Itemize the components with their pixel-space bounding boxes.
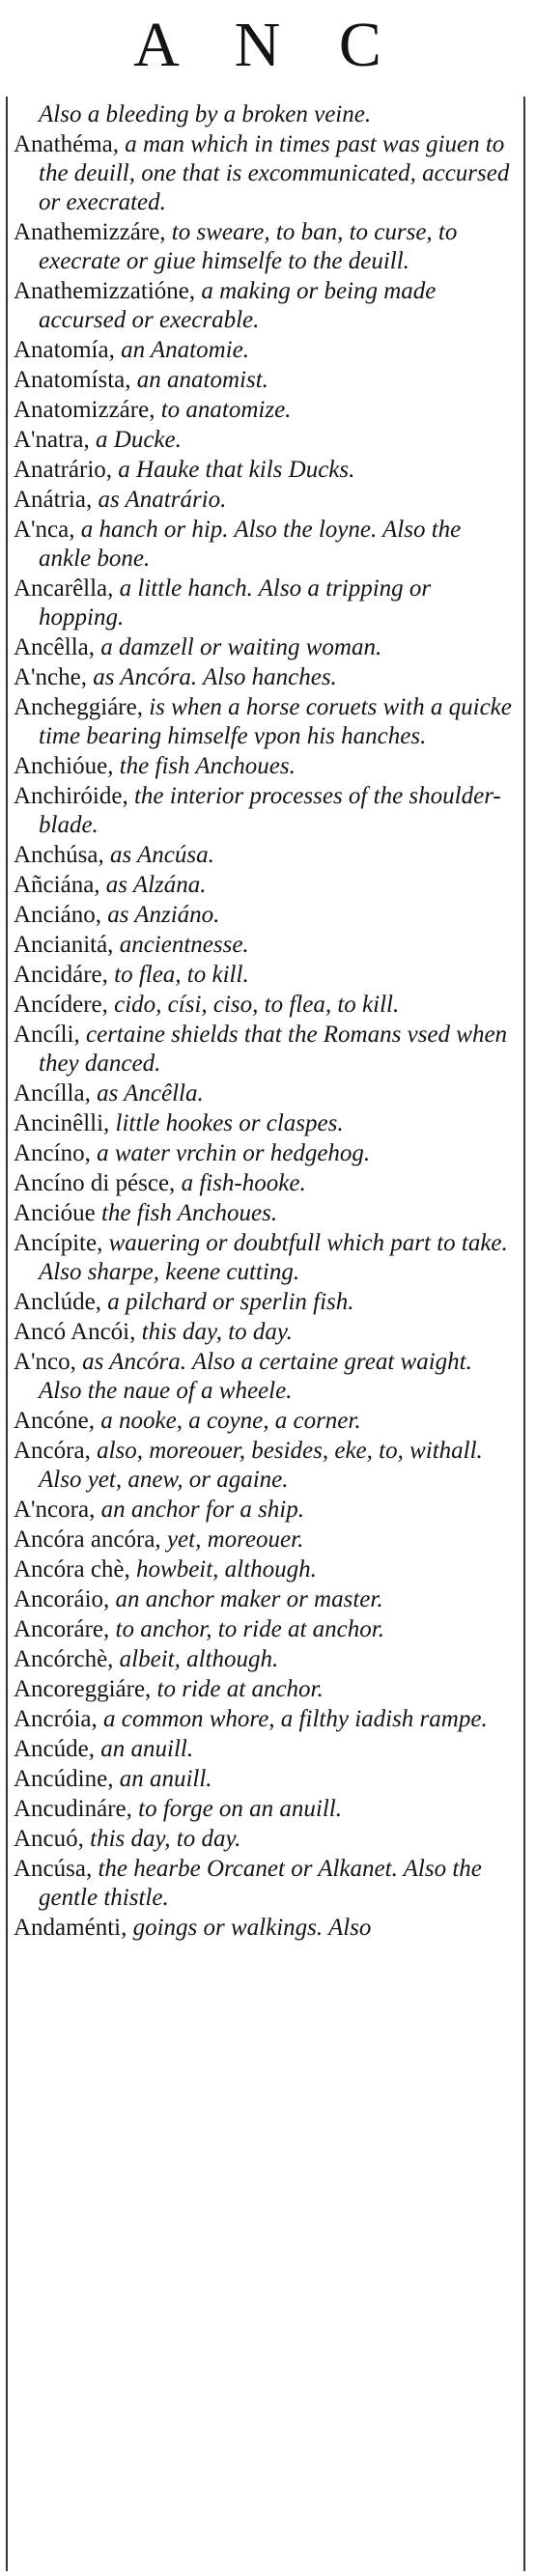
entry-headword: Ancúdine, xyxy=(14,1766,114,1792)
entry-gloss: also, moreouer, besides, eke, to, withall. Also yet, anew, or againe. xyxy=(39,1438,483,1493)
entry-gloss: an anatomist. xyxy=(130,367,268,393)
dictionary-entry xyxy=(14,782,518,840)
left-rule xyxy=(6,97,8,2571)
entry-gloss: a common whore, a filthy iadish rampe. xyxy=(97,1706,488,1732)
entry-gloss: to flea, to kill. xyxy=(107,962,249,988)
entry-gloss: this day, to day. xyxy=(135,1319,293,1345)
entry-headword: Ancíno di pésce, xyxy=(14,1170,176,1196)
dictionary-entry xyxy=(14,1407,518,1436)
entry-gloss: as Ancúsa. xyxy=(103,842,214,868)
entry-gloss: a water vrchin or hedgehog. xyxy=(90,1140,371,1166)
entry-gloss: this day, to day. xyxy=(83,1826,241,1852)
entry-gloss: a man which in times past was giuen to the deuill, one that is excommunicated, accursed or execrated. xyxy=(39,131,510,215)
entry-gloss: a pilchard or sperlin fish. xyxy=(100,1289,354,1315)
entry-gloss: a nooke, a coyne, a corner. xyxy=(95,1408,361,1434)
entry-headword: Anatrário, xyxy=(14,457,113,483)
entry-gloss: to forge on an anuill. xyxy=(131,1796,343,1822)
entry-gloss: a making or being made accursed or execrable. xyxy=(39,278,437,333)
entry-headword: Ancíno, xyxy=(14,1140,91,1166)
entry-gloss: ancientnesse. xyxy=(113,932,249,958)
entry-headword: Ancoráio, xyxy=(14,1586,110,1612)
entry-gloss: a Ducke. xyxy=(89,427,182,453)
dictionary-entry xyxy=(14,1914,518,1943)
entry-headword: Anatomizzáre, xyxy=(14,397,155,423)
entry-gloss: a little hanch. Also a tripping or hopping. xyxy=(39,575,432,630)
entry-headword: Ancarêlla, xyxy=(14,575,114,602)
dictionary-entry xyxy=(14,1318,518,1347)
entry-headword: Ancóne, xyxy=(14,1408,95,1434)
entry-headword: Anatomía, xyxy=(14,337,115,363)
entry-headword: A'ncora, xyxy=(14,1497,96,1523)
dictionary-entry xyxy=(14,574,518,632)
dictionary-entry xyxy=(14,1139,518,1168)
dictionary-entry xyxy=(14,1705,518,1734)
dictionary-entry xyxy=(14,1288,518,1317)
entry-column xyxy=(14,100,518,1944)
entry-gloss: the hearbe Orcanet or Alkanet. Also the gentle thistle. xyxy=(39,1856,482,1911)
dictionary-entry xyxy=(14,1169,518,1198)
entry-gloss: the interior processes of the shoulder-blade. xyxy=(39,783,501,838)
entry-headword: Ancórchè, xyxy=(14,1646,114,1672)
dictionary-entry xyxy=(14,1645,518,1674)
dictionary-entry xyxy=(14,130,518,217)
entry-gloss: an anuill. xyxy=(113,1766,212,1792)
entry-gloss: a fish-hooke. xyxy=(175,1170,306,1196)
entry-headword: A'nca, xyxy=(14,517,75,543)
dictionary-entry xyxy=(14,693,518,751)
entry-gloss: as Ancóra. Also hanches. xyxy=(87,664,337,690)
dictionary-entry xyxy=(14,633,518,662)
entry-headword: Anchúsa, xyxy=(14,842,104,868)
dictionary-entry xyxy=(14,1021,518,1078)
dictionary-entry xyxy=(14,1675,518,1704)
dictionary-entry xyxy=(14,961,518,990)
dictionary-entry xyxy=(14,1079,518,1108)
dictionary-entry xyxy=(14,1615,518,1644)
dictionary-entry xyxy=(14,1496,518,1525)
entry-headword: Anatomísta, xyxy=(14,367,131,393)
dictionary-entry xyxy=(14,1526,518,1554)
dictionary-entry xyxy=(14,366,518,395)
dictionary-entry xyxy=(14,1348,518,1406)
page-header: A N C xyxy=(133,10,403,80)
entry-gloss: albeit, although. xyxy=(113,1646,279,1672)
entry-headword: Anchiróide, xyxy=(14,783,128,809)
entry-headword: Anciáno, xyxy=(14,902,101,928)
dictionary-entry xyxy=(14,1855,518,1913)
entry-gloss: to anatomize. xyxy=(155,397,292,423)
dictionary-entry xyxy=(14,871,518,900)
dictionary-entry xyxy=(14,1229,518,1287)
dictionary-entry xyxy=(14,1109,518,1138)
entry-headword: Ancudináre, xyxy=(14,1796,132,1822)
dictionary-entry xyxy=(14,901,518,930)
dictionary-entry xyxy=(14,486,518,515)
dictionary-entry xyxy=(14,1795,518,1824)
entry-headword: Ancó Ancói, xyxy=(14,1319,136,1345)
dictionary-entry xyxy=(14,336,518,365)
entry-gloss: to sweare, to ban, to curse, to execrate or giue himselfe to the deuill. xyxy=(39,219,458,274)
entry-headword: Andaménti, xyxy=(14,1915,127,1941)
entry-headword: Anathéma, xyxy=(14,131,119,157)
entry-headword: Ancóra ancóra, xyxy=(14,1526,161,1553)
entry-headword: Anathemizzáre, xyxy=(14,219,166,245)
dictionary-entry xyxy=(14,426,518,455)
entry-gloss: an anchor for a ship. xyxy=(95,1497,305,1523)
entry-headword: Ancheggiáre, xyxy=(14,694,143,720)
entry-headword: Ancêlla, xyxy=(14,634,95,660)
dictionary-entry xyxy=(14,277,518,335)
entry-headword: Ancidáre, xyxy=(14,962,108,988)
entry-headword: Ancuó, xyxy=(14,1826,84,1852)
entry-headword: Ancóra chè, xyxy=(14,1556,130,1582)
entry-gloss: as Alzána. xyxy=(99,872,207,898)
entry-gloss: wauering or doubtfull which part to take. Also sharpe, keene cutting. xyxy=(39,1230,508,1285)
entry-headword: Anathemizzatióne, xyxy=(14,278,196,304)
entry-headword: Ancóra, xyxy=(14,1438,91,1464)
entry-headword: Ancinêlli, xyxy=(14,1110,110,1136)
entry-gloss: the fish Anchoues. xyxy=(113,753,296,779)
entry-headword: Anchióue, xyxy=(14,753,114,779)
entry-headword: Ancróia, xyxy=(14,1706,98,1732)
entry-gloss: certaine shields that the Romans vsed when they danced. xyxy=(39,1022,508,1077)
dictionary-entry xyxy=(14,1585,518,1614)
entry-gloss: little hookes or claspes. xyxy=(109,1110,344,1136)
dictionary-entry xyxy=(14,1437,518,1495)
dictionary-entry xyxy=(14,1555,518,1584)
entry-gloss: an Anatomie. xyxy=(114,337,249,363)
entry-headword: A'nche, xyxy=(14,664,88,690)
entry-gloss: a Hauke that kils Ducks. xyxy=(112,457,355,483)
right-rule xyxy=(523,97,525,2571)
entry-headword: Ancianitá, xyxy=(14,932,114,958)
entry-gloss: cido, císi, ciso, to flea, to kill. xyxy=(107,992,400,1018)
entry-gloss: as Anziáno. xyxy=(100,902,220,928)
entry-gloss: an anchor maker or master. xyxy=(109,1586,383,1612)
dictionary-entry xyxy=(14,1199,518,1228)
entry-headword: Ancípite, xyxy=(14,1230,103,1256)
entry-headword: Ancióue xyxy=(14,1200,96,1226)
entry-gloss: howbeit, although. xyxy=(129,1556,317,1582)
entry-gloss: a damzell or waiting woman. xyxy=(94,634,382,660)
entry-gloss: the fish Anchoues. xyxy=(95,1200,278,1226)
entry-headword: A'natra, xyxy=(14,427,90,453)
entry-gloss: Also a bleeding by a broken veine. xyxy=(39,101,372,127)
entry-headword: Ancoráre, xyxy=(14,1616,110,1642)
entry-gloss: yet, moreouer. xyxy=(160,1526,304,1553)
entry-headword: Anátria, xyxy=(14,487,93,513)
dictionary-entry xyxy=(14,516,518,574)
entry-headword: Anclúde, xyxy=(14,1289,101,1315)
entry-gloss: to ride at anchor. xyxy=(151,1676,324,1702)
entry-gloss: is when a horse coruets with a quicke time bearing himselfe vpon his hanches. xyxy=(39,694,512,749)
entry-headword: Ancílla, xyxy=(14,1080,91,1106)
entry-headword: Ancoreggiáre, xyxy=(14,1676,152,1702)
entry-headword: Ancúde, xyxy=(14,1736,95,1762)
dictionary-entry xyxy=(14,100,518,129)
entry-gloss: a hanch or hip. Also the loyne. Also the ankle bone. xyxy=(39,517,462,572)
dictionary-entry xyxy=(14,396,518,425)
entry-gloss: as Anatrário. xyxy=(92,487,227,513)
dictionary-entry xyxy=(14,1825,518,1854)
entry-headword: Ancídere, xyxy=(14,992,108,1018)
entry-gloss: as Ancóra. Also a certaine great waight. Also the naue of a wheele. xyxy=(39,1349,472,1404)
dictionary-entry xyxy=(14,663,518,692)
entry-gloss: goings or walkings. Also xyxy=(127,1915,372,1941)
dictionary-entry xyxy=(14,991,518,1020)
entry-gloss: an anuill. xyxy=(95,1736,194,1762)
dictionary-entry xyxy=(14,1765,518,1794)
dictionary-entry xyxy=(14,841,518,870)
entry-headword: Ancíli, xyxy=(14,1022,80,1048)
dictionary-entry xyxy=(14,1735,518,1764)
entry-headword: Ancúsa, xyxy=(14,1856,93,1882)
entry-gloss: as Ancêlla. xyxy=(90,1080,204,1106)
dictionary-entry xyxy=(14,931,518,960)
dictionary-entry xyxy=(14,456,518,485)
entry-headword: A'nco, xyxy=(14,1349,76,1375)
dictionary-entry xyxy=(14,218,518,276)
dictionary-entry xyxy=(14,752,518,781)
entry-gloss: to anchor, to ride at anchor. xyxy=(109,1616,384,1642)
entry-headword: Añciána, xyxy=(14,872,100,898)
